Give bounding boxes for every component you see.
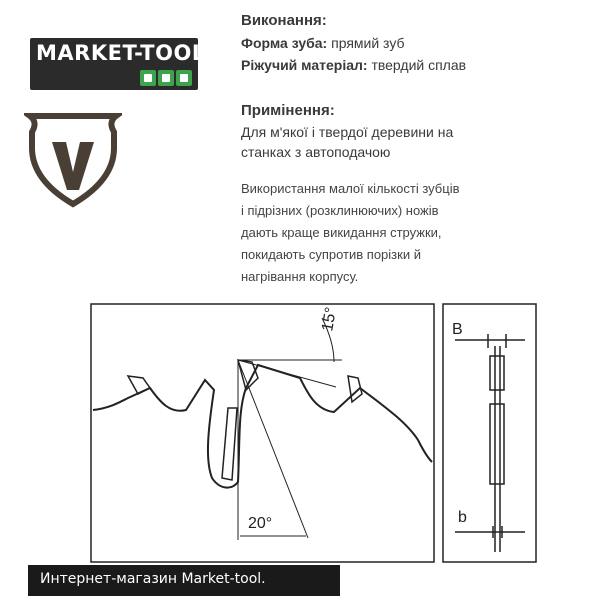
garden-icon	[176, 70, 192, 86]
angle-bottom-label: 20°	[248, 515, 273, 532]
description-line-1: Використання малої кількості зубців	[241, 181, 460, 196]
footer-banner	[28, 565, 340, 596]
material-line	[241, 57, 466, 73]
dim-big-label: B	[452, 321, 463, 338]
material-label: Ріжучий матеріал:	[241, 57, 368, 73]
tooth-shape-value: прямий зуб	[331, 35, 405, 51]
angle-top-label: 15°	[319, 305, 341, 333]
description-line-3: дають краще викидання стружки,	[241, 225, 442, 240]
application-line-1: Для м'якої і твердої деревини на	[241, 124, 454, 140]
description-line-5: нагрівання корпусу.	[241, 269, 359, 284]
description-line-4: покидають супротив порізки й	[241, 247, 421, 262]
application-line-2: станках з автоподачою	[241, 144, 391, 160]
saw-blade-profile	[93, 360, 432, 488]
description-line-2: і підрізних (розклинюючих) ножів	[241, 203, 439, 218]
market-tool-logo	[30, 38, 206, 90]
drill-icon	[140, 70, 156, 86]
dim-small-label: b	[458, 509, 467, 526]
tooth-shape-line	[241, 35, 405, 51]
application-heading: Примінення:	[241, 102, 335, 119]
tooth-shape-label: Форма зуба:	[241, 35, 328, 51]
logo-icons	[140, 70, 192, 86]
angle-lines	[238, 318, 342, 540]
tooth-geometry-diagram	[0, 290, 600, 565]
material-value: твердий сплав	[371, 57, 467, 73]
v-shield-icon	[24, 108, 122, 208]
footer-text: Интернет-магазин Market-tool.	[40, 571, 266, 587]
execution-heading: Виконання:	[241, 12, 327, 29]
house-icon	[158, 70, 174, 86]
logo-text: MARKET-TOOL	[36, 41, 206, 65]
